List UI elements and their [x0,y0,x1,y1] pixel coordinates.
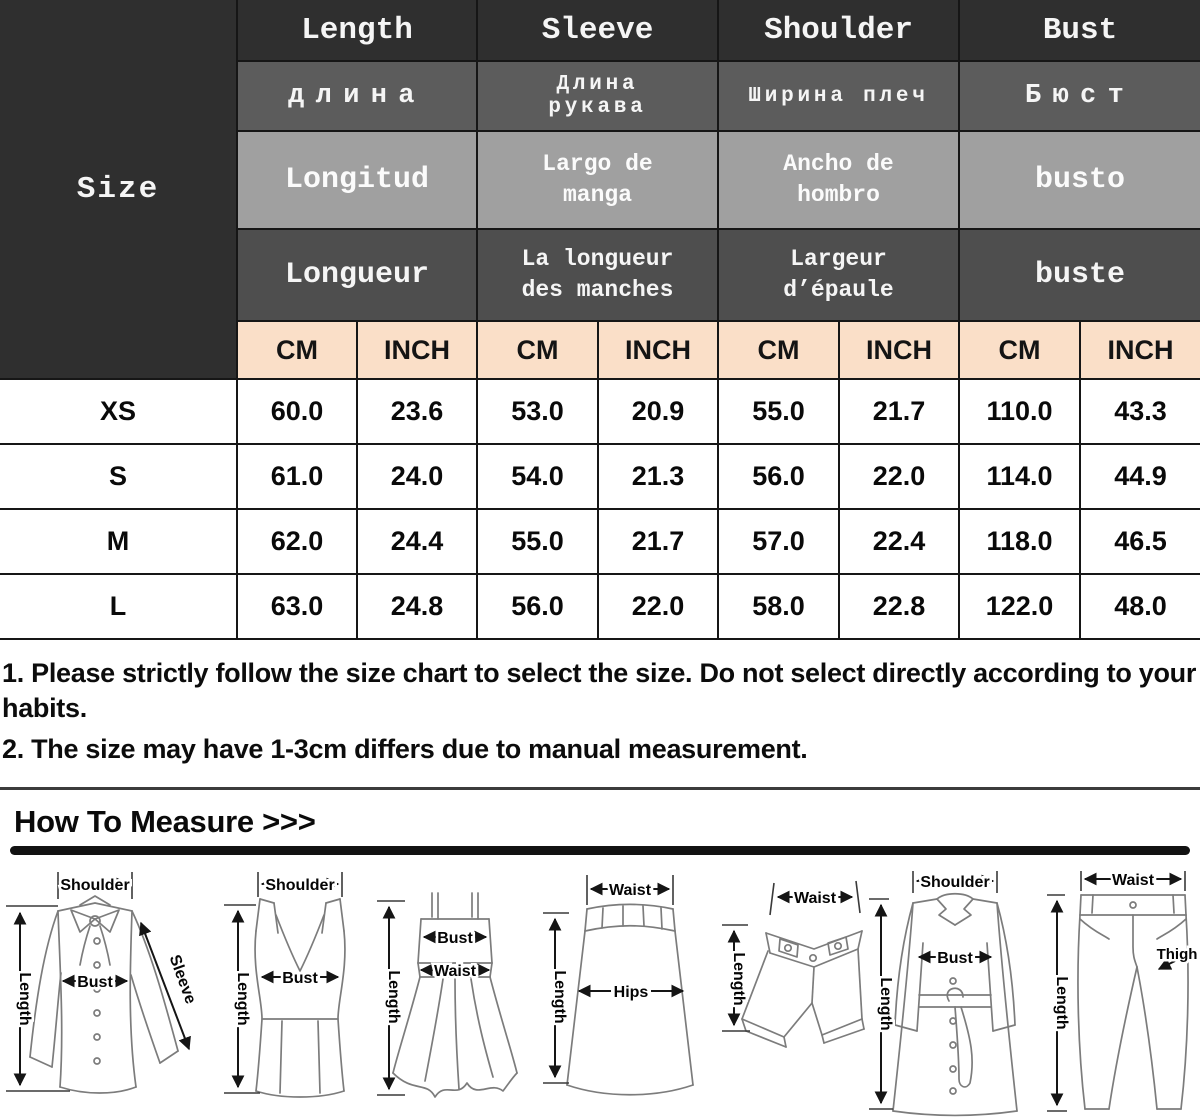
unit-cell-inch: INCH [598,321,718,379]
value-cell: 22.0 [598,574,718,639]
value-cell: 48.0 [1080,574,1200,639]
dress-waist-label: Waist [433,963,477,981]
blouse-length-label: Length [16,972,33,1026]
pants-thigh-label: Thigh [1156,946,1198,964]
value-cell: 24.8 [357,574,477,639]
shorts-length-label: Length [730,952,747,1006]
value-cell: 22.8 [839,574,959,639]
unit-cell-inch: INCH [357,321,477,379]
divider-thin [0,787,1200,790]
header-length-fr: Longueur [237,229,477,321]
tank-length-label: Length [234,972,251,1026]
skirt-length-label: Length [551,970,568,1024]
value-cell: 21.3 [598,444,718,509]
unit-cell-inch: INCH [1080,321,1200,379]
value-cell: 54.0 [477,444,598,509]
note-2: 2. The size may have 1-3cm differs due to manual measurement. [2,734,808,765]
blouse-outline [30,896,178,1093]
coat-bust-label: Bust [937,950,973,968]
value-cell: 60.0 [237,379,357,444]
header-bust-en: Bust [959,0,1200,61]
unit-cell-cm: CM [718,321,839,379]
size-label: S [0,444,237,509]
diagram-blouse [0,869,220,1119]
size-label: M [0,509,237,574]
header-length-en: Length [237,0,477,61]
value-cell: 56.0 [718,444,839,509]
header-sleeve-ru: Длина рукава [477,61,718,131]
unit-cell-cm: CM [237,321,357,379]
value-cell: 63.0 [237,574,357,639]
table-row-s [0,444,1200,509]
value-cell: 22.4 [839,509,959,574]
dress-bust-label: Bust [437,930,473,948]
blouse-bust-label: Bust [77,974,113,992]
value-cell: 110.0 [959,379,1080,444]
diagram-coat [865,869,1045,1119]
tank-bust-label: Bust [282,970,318,988]
how-to-measure-heading: How To Measure >>> [14,804,316,840]
header-shoulder-en: Shoulder [718,0,959,61]
header-bust-ru: Бюст [959,61,1200,131]
header-sleeve-fr: La longueur des manches [477,229,718,321]
header-length-ru: длина [237,61,477,131]
value-cell: 53.0 [477,379,598,444]
pants-length-label: Length [1053,976,1070,1030]
tank-top-outline [255,899,345,1097]
table-row-m [0,509,1200,574]
size-label: L [0,574,237,639]
header-length-es: Longitud [237,131,477,229]
size-notes [2,656,1200,767]
coat-length-label: Length [877,977,894,1031]
divider-thick [10,846,1190,855]
value-cell: 58.0 [718,574,839,639]
header-shoulder-fr: Largeur d’épaule [718,229,959,321]
header-shoulder-ru: Ширина плеч [718,61,959,131]
coat-shoulder-label: Shoulder [920,874,990,892]
diagram-slip-dress [375,869,535,1119]
size-label: XS [0,379,237,444]
value-cell: 20.9 [598,379,718,444]
skirt-hips-label: Hips [613,984,649,1002]
value-cell: 21.7 [839,379,959,444]
diagram-shorts [720,869,865,1119]
blouse-sleeve-label: Sleeve [165,953,199,1007]
pants-waist-label: Waist [1111,872,1155,890]
header-bust-fr: buste [959,229,1200,321]
value-cell: 61.0 [237,444,357,509]
value-cell: 44.9 [1080,444,1200,509]
value-cell: 22.0 [839,444,959,509]
note-1: 1. Please strictly follow the size chart to select the size. Do not select directly according to your habits. [2,658,1197,724]
value-cell: 118.0 [959,509,1080,574]
header-sleeve-en: Sleeve [477,0,718,61]
slip-dress-outline [393,893,517,1097]
value-cell: 43.3 [1080,379,1200,444]
value-cell: 55.0 [718,379,839,444]
value-cell: 24.4 [357,509,477,574]
diagram-tank-top [220,869,375,1119]
value-cell: 24.0 [357,444,477,509]
value-cell: 21.7 [598,509,718,574]
shorts-waist-label: Waist [793,890,837,908]
size-corner-label: Size [0,0,237,379]
value-cell: 56.0 [477,574,598,639]
diagram-skirt [535,869,720,1119]
table-row-xs [0,379,1200,444]
unit-cell-cm: CM [477,321,598,379]
unit-cell-inch: INCH [839,321,959,379]
header-bust-es: busto [959,131,1200,229]
unit-cell-cm: CM [959,321,1080,379]
table-row-l [0,574,1200,639]
value-cell: 55.0 [477,509,598,574]
value-cell: 114.0 [959,444,1080,509]
value-cell: 122.0 [959,574,1080,639]
blouse-shoulder-label: Shoulder [60,877,130,895]
tank-shoulder-label: Shoulder [265,877,335,895]
skirt-waist-label: Waist [608,882,652,900]
header-sleeve-es: Largo de manga [477,131,718,229]
dress-length-label: Length [385,970,402,1024]
value-cell: 23.6 [357,379,477,444]
coat-outline [893,894,1017,1116]
diagram-pants [1045,869,1200,1119]
header-shoulder-es: Ancho de hombro [718,131,959,229]
value-cell: 57.0 [718,509,839,574]
shorts-outline [742,931,864,1047]
pants-outline [1078,895,1188,1109]
value-cell: 46.5 [1080,509,1200,574]
how-to-measure-diagrams [0,869,1200,1119]
value-cell: 62.0 [237,509,357,574]
